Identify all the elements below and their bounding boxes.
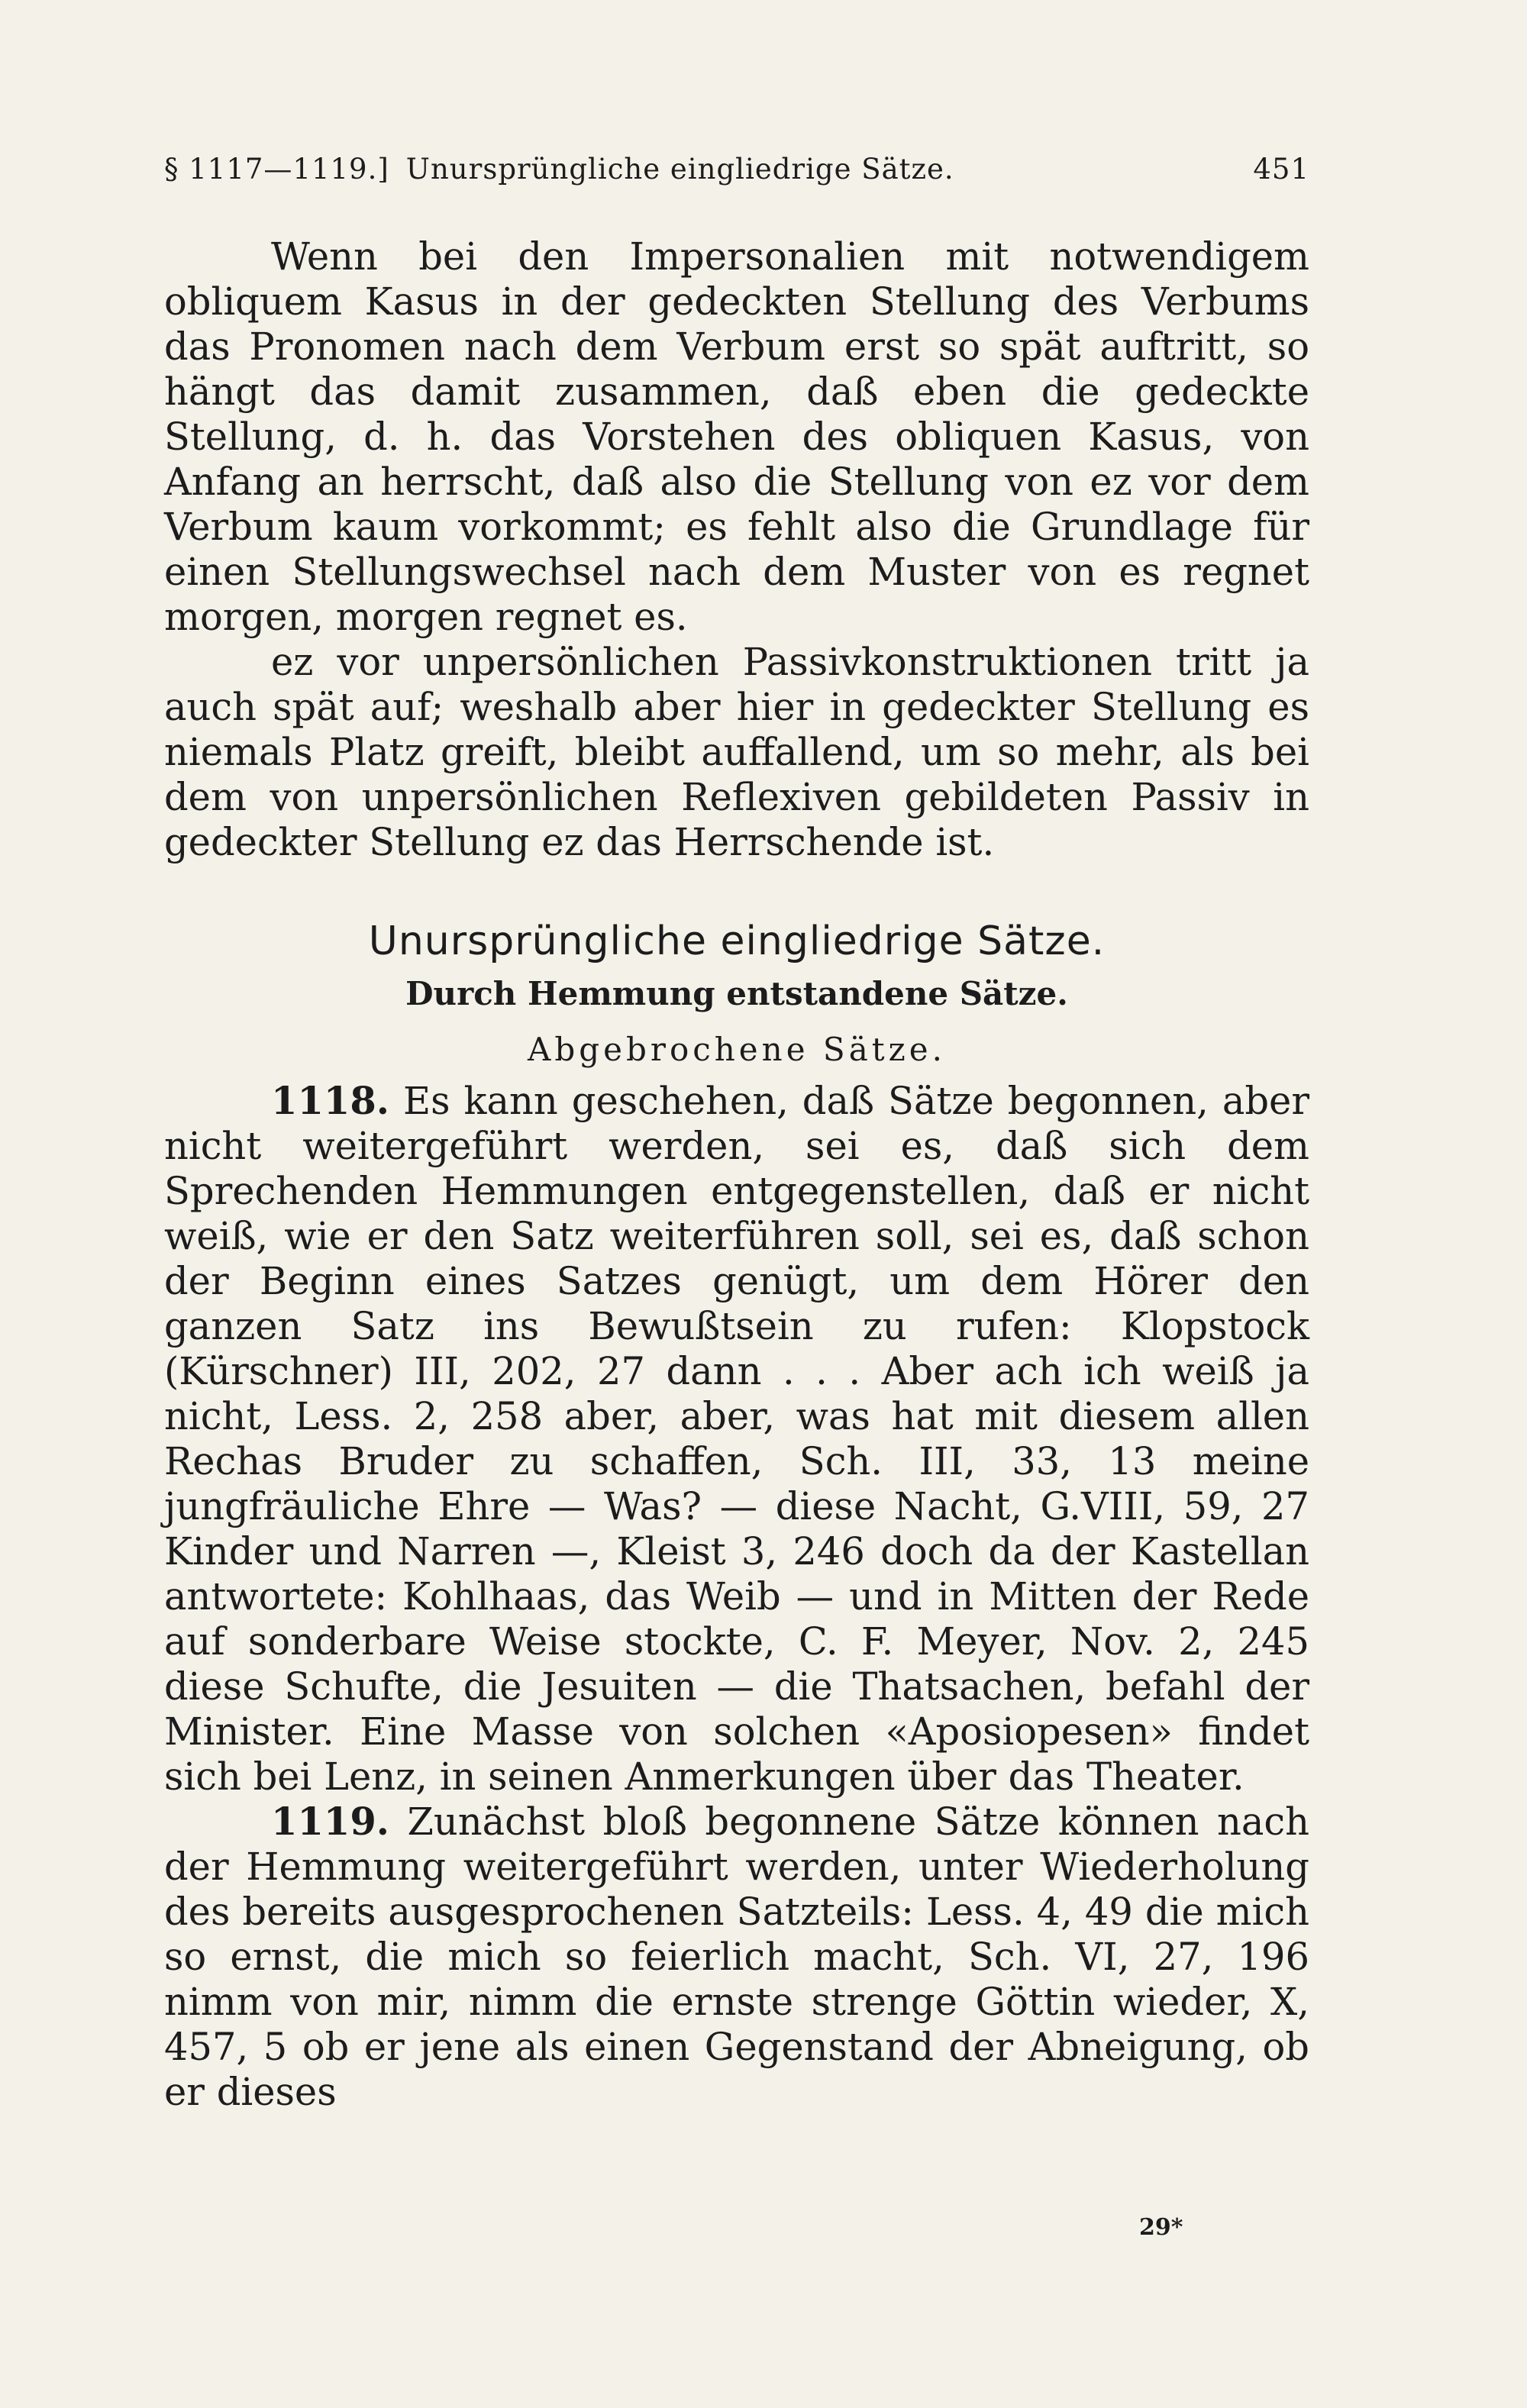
numbered-paragraph-1118 xyxy=(164,1079,1309,1800)
numbered-paragraph-1119 xyxy=(164,1800,1309,2115)
paragraph-number: 1119. xyxy=(271,1800,390,1844)
section-subtitle: Durch Hemmung entstandene Sätze. xyxy=(405,975,1068,1012)
running-header xyxy=(164,153,1309,186)
body-paragraph: ez vor unpersönlichen Passivkonstruktionen tritt ja auch spät auf; weshalb aber hier in gedeckter Stellung es niemals Platz greift, bleibt auffallend, um so mehr, als bei dem von unpersönlichen Reflexiven gebildeten Passiv in gedeckter Stellung ez das Herrschende ist. xyxy=(164,640,1309,864)
paragraph-text: Zunächst bloß begonnene Sätze können nach der Hemmung weitergeführt werden, unter Wiederholung des bereits ausgesprochenen Satzteils: Less. 4, 49 die mich so ernst, die mich so feierlich macht, Sch. VI, 27, 196 nimm von mir, nimm die ernste strenge Göttin wieder, X, 457, 5 ob er jene als einen Gegenstand der Abneigung, ob er dieses xyxy=(164,1800,1309,2114)
page-number: 451 xyxy=(1253,153,1309,186)
section-subsubtitle: Abgebrochene Sätze. xyxy=(528,1031,946,1068)
body-paragraph: Wenn bei den Impersonalien mit notwendigem obliquem Kasus in der gedeckten Stellung des Verbums das Pronomen nach dem Verbum erst so spät auftritt, so hängt das damit zusammen, daß eben die gedeckte Stellung, d. h. das Vorstehen des obliquen Kasus, von Anfang an herrscht, daß also die Stellung von ez vor dem Verbum kaum vorkommt; es fehlt also die Grundlage für einen Stellungswechsel nach dem Muster von es regnet morgen, morgen regnet es. xyxy=(164,234,1309,639)
signature-mark: 29* xyxy=(1139,2214,1183,2241)
paragraph-text: Es kann geschehen, daß Sätze begonnen, aber nicht weitergeführt werden, sei es, daß sich dem Sprechenden Hemmungen entgegenstellen, daß er nicht weiß, wie er den Satz weiterführen soll, sei es, daß schon der Beginn eines Satzes genügt, um dem Hörer den ganzen Satz ins Bewußtsein zu rufen: Klopstock (Kürschner) III, 202, 27 dann . . . Aber ach ich weiß ja nicht, Less. 2, 258 aber, aber, was hat mit diesem allen Rechas Bruder zu schaffen, Sch. III, 33, 13 meine jungfräuliche Ehre — Was? — diese Nacht, G.VIII, 59, 27 Kinder und Narren —, Kleist 3, 246 doch da der Kastellan antwortete: Kohlhaas, das Weib — und in Mitten der Rede auf sonderbare Weise stockte, C. F. Meyer, Nov. 2, 245 diese Schufte, die Jesuiten — die Thatsachen, befahl der Minister. Eine Masse von solchen «Aposiopesen» findet sich bei Lenz, in seinen Anmerkungen über das Theater. xyxy=(164,1079,1309,1799)
paragraph-number: 1118. xyxy=(271,1079,390,1123)
running-title: Unursprüngliche eingliedrige Sätze. xyxy=(405,153,954,186)
section-title: Unursprüngliche eingliedrige Sätze. xyxy=(368,918,1106,964)
header-left xyxy=(164,153,954,186)
book-page xyxy=(164,153,1309,2115)
section-reference: § 1117—1119.] xyxy=(164,153,389,186)
